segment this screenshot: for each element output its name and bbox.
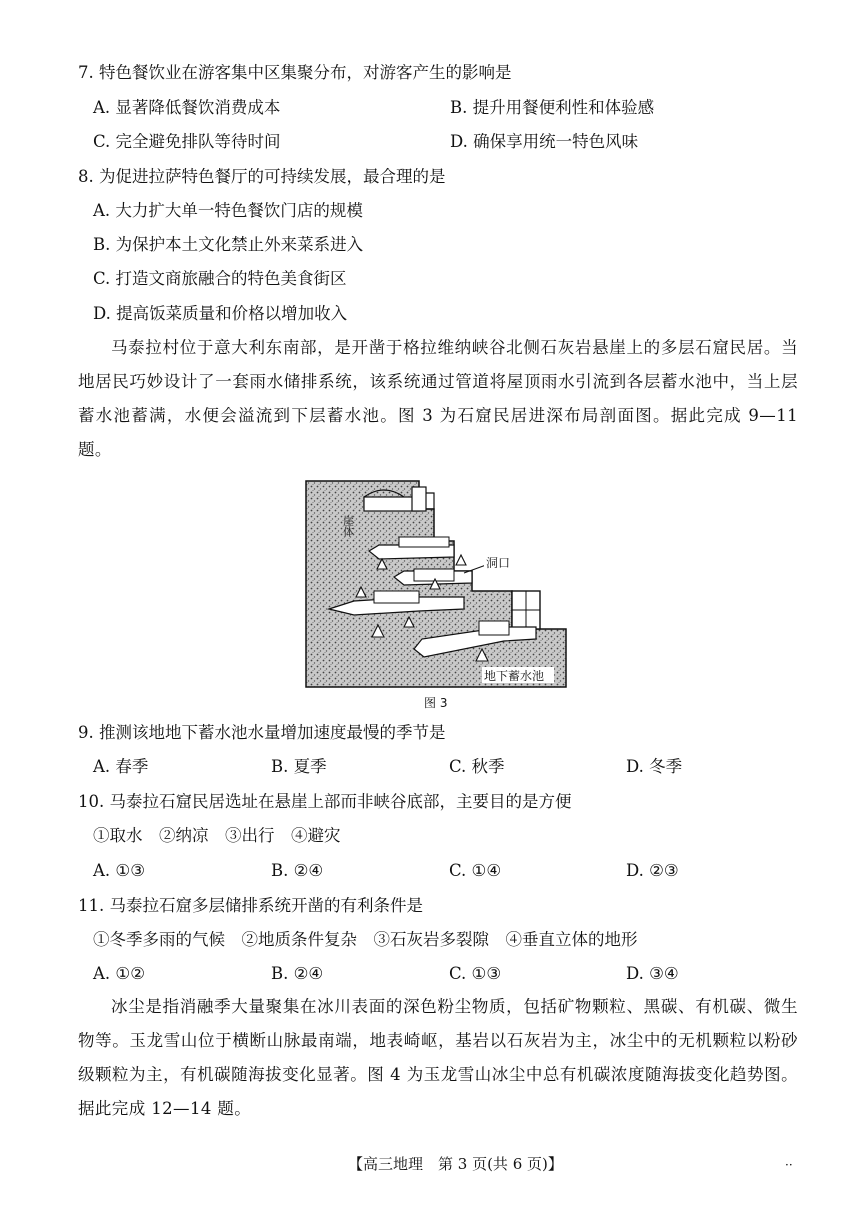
question-7-stem: 7. 特色餐饮业在游客集中区集聚分布，对游客产生的影响是	[78, 63, 512, 82]
question-7-option-d: D. 确保享用统一特色风味	[450, 132, 639, 151]
footer-mark: ··	[785, 1158, 793, 1172]
question-11-option-a: A. ①②	[93, 964, 145, 983]
figure-3-cave-section	[304, 479, 570, 689]
question-9-option-a: A. 春季	[93, 757, 149, 776]
question-9-option-d: D. 冬季	[626, 757, 683, 776]
question-10-option-a: A. ①③	[93, 861, 145, 880]
question-7-option-a: A. 显著降低餐饮消费成本	[93, 98, 281, 117]
question-11-option-d: D. ③④	[626, 964, 679, 983]
question-9-option-b: B. 夏季	[271, 757, 327, 776]
question-10-option-d: D. ②③	[626, 861, 679, 880]
question-10-stem: 10. 马泰拉石窟民居选址在悬崖上部而非峡谷底部，主要目的是方便	[78, 792, 572, 811]
passage-ice-dust: 冰尘是指消融季大量聚集在冰川表面的深色粉尘物质，包括矿物颗粒、黑碳、有机碳、微生物等。玉龙雪山位于横断山脉最南端，地表崎岖，基岩以石灰岩为主，冰尘中的无机颗粒以粉砂级颗粒为主，有机碳随海拔变化显著。图 4 为玉龙雪山冰尘中总有机碳浓度随海拔变化趋势图。据此完成 12—14 题。	[78, 997, 798, 1118]
question-9-stem: 9. 推测该地地下蓄水池水量增加速度最慢的季节是	[78, 723, 446, 742]
question-10-option-b: B. ②④	[271, 861, 324, 880]
question-7-option-b: B. 提升用餐便利性和体验感	[450, 98, 655, 117]
label-cliff-body: 崖体	[341, 515, 355, 537]
question-10-items: ①取水 ②纳凉 ③出行 ④避灾	[93, 826, 341, 845]
question-11-stem: 11. 马泰拉石窟多层储排系统开凿的有利条件是	[78, 896, 423, 915]
question-11-items: ①冬季多雨的气候 ②地质条件复杂 ③石灰岩多裂隙 ④垂直立体的地形	[93, 930, 638, 949]
page-footer: 【高三地理 第 3 页(共 6 页)】	[348, 1155, 563, 1173]
question-8-stem: 8. 为促进拉萨特色餐厅的可持续发展，最合理的是	[78, 167, 446, 186]
question-11-option-c: C. ①③	[449, 964, 502, 983]
question-10-options	[93, 860, 713, 882]
question-7-option-c: C. 完全避免排队等待时间	[93, 132, 281, 151]
question-11-options	[93, 963, 713, 985]
question-8-option-d: D. 提高饭菜质量和价格以增加收入	[93, 304, 348, 323]
label-cave-opening: 洞口	[486, 556, 511, 570]
question-9-options	[93, 756, 713, 778]
question-8-option-b: B. 为保护本土文化禁止外来菜系进入	[93, 235, 364, 254]
label-underground-pool: 地下蓄水池	[484, 669, 545, 683]
question-8-option-c: C. 打造文商旅融合的特色美食街区	[93, 269, 347, 288]
passage-matera: 马泰拉村位于意大利东南部，是开凿于格拉维纳峡谷北侧石灰岩悬崖上的多层石窟民居。当地居民巧妙设计了一套雨水储排系统，该系统通过管道将屋顶雨水引流到各层蓄水池中，当上层蓄水池蓄满，水便会溢流到下层蓄水池。图 3 为石窟民居进深布局剖面图。据此完成 9—11 题。	[78, 338, 798, 459]
question-8-option-a: A. 大力扩大单一特色餐饮门店的规模	[93, 201, 363, 220]
question-10-option-c: C. ①④	[449, 861, 502, 880]
question-9-option-c: C. 秋季	[449, 757, 505, 776]
figure-3-caption: 图 3	[424, 696, 448, 710]
question-11-option-b: B. ②④	[271, 964, 324, 983]
